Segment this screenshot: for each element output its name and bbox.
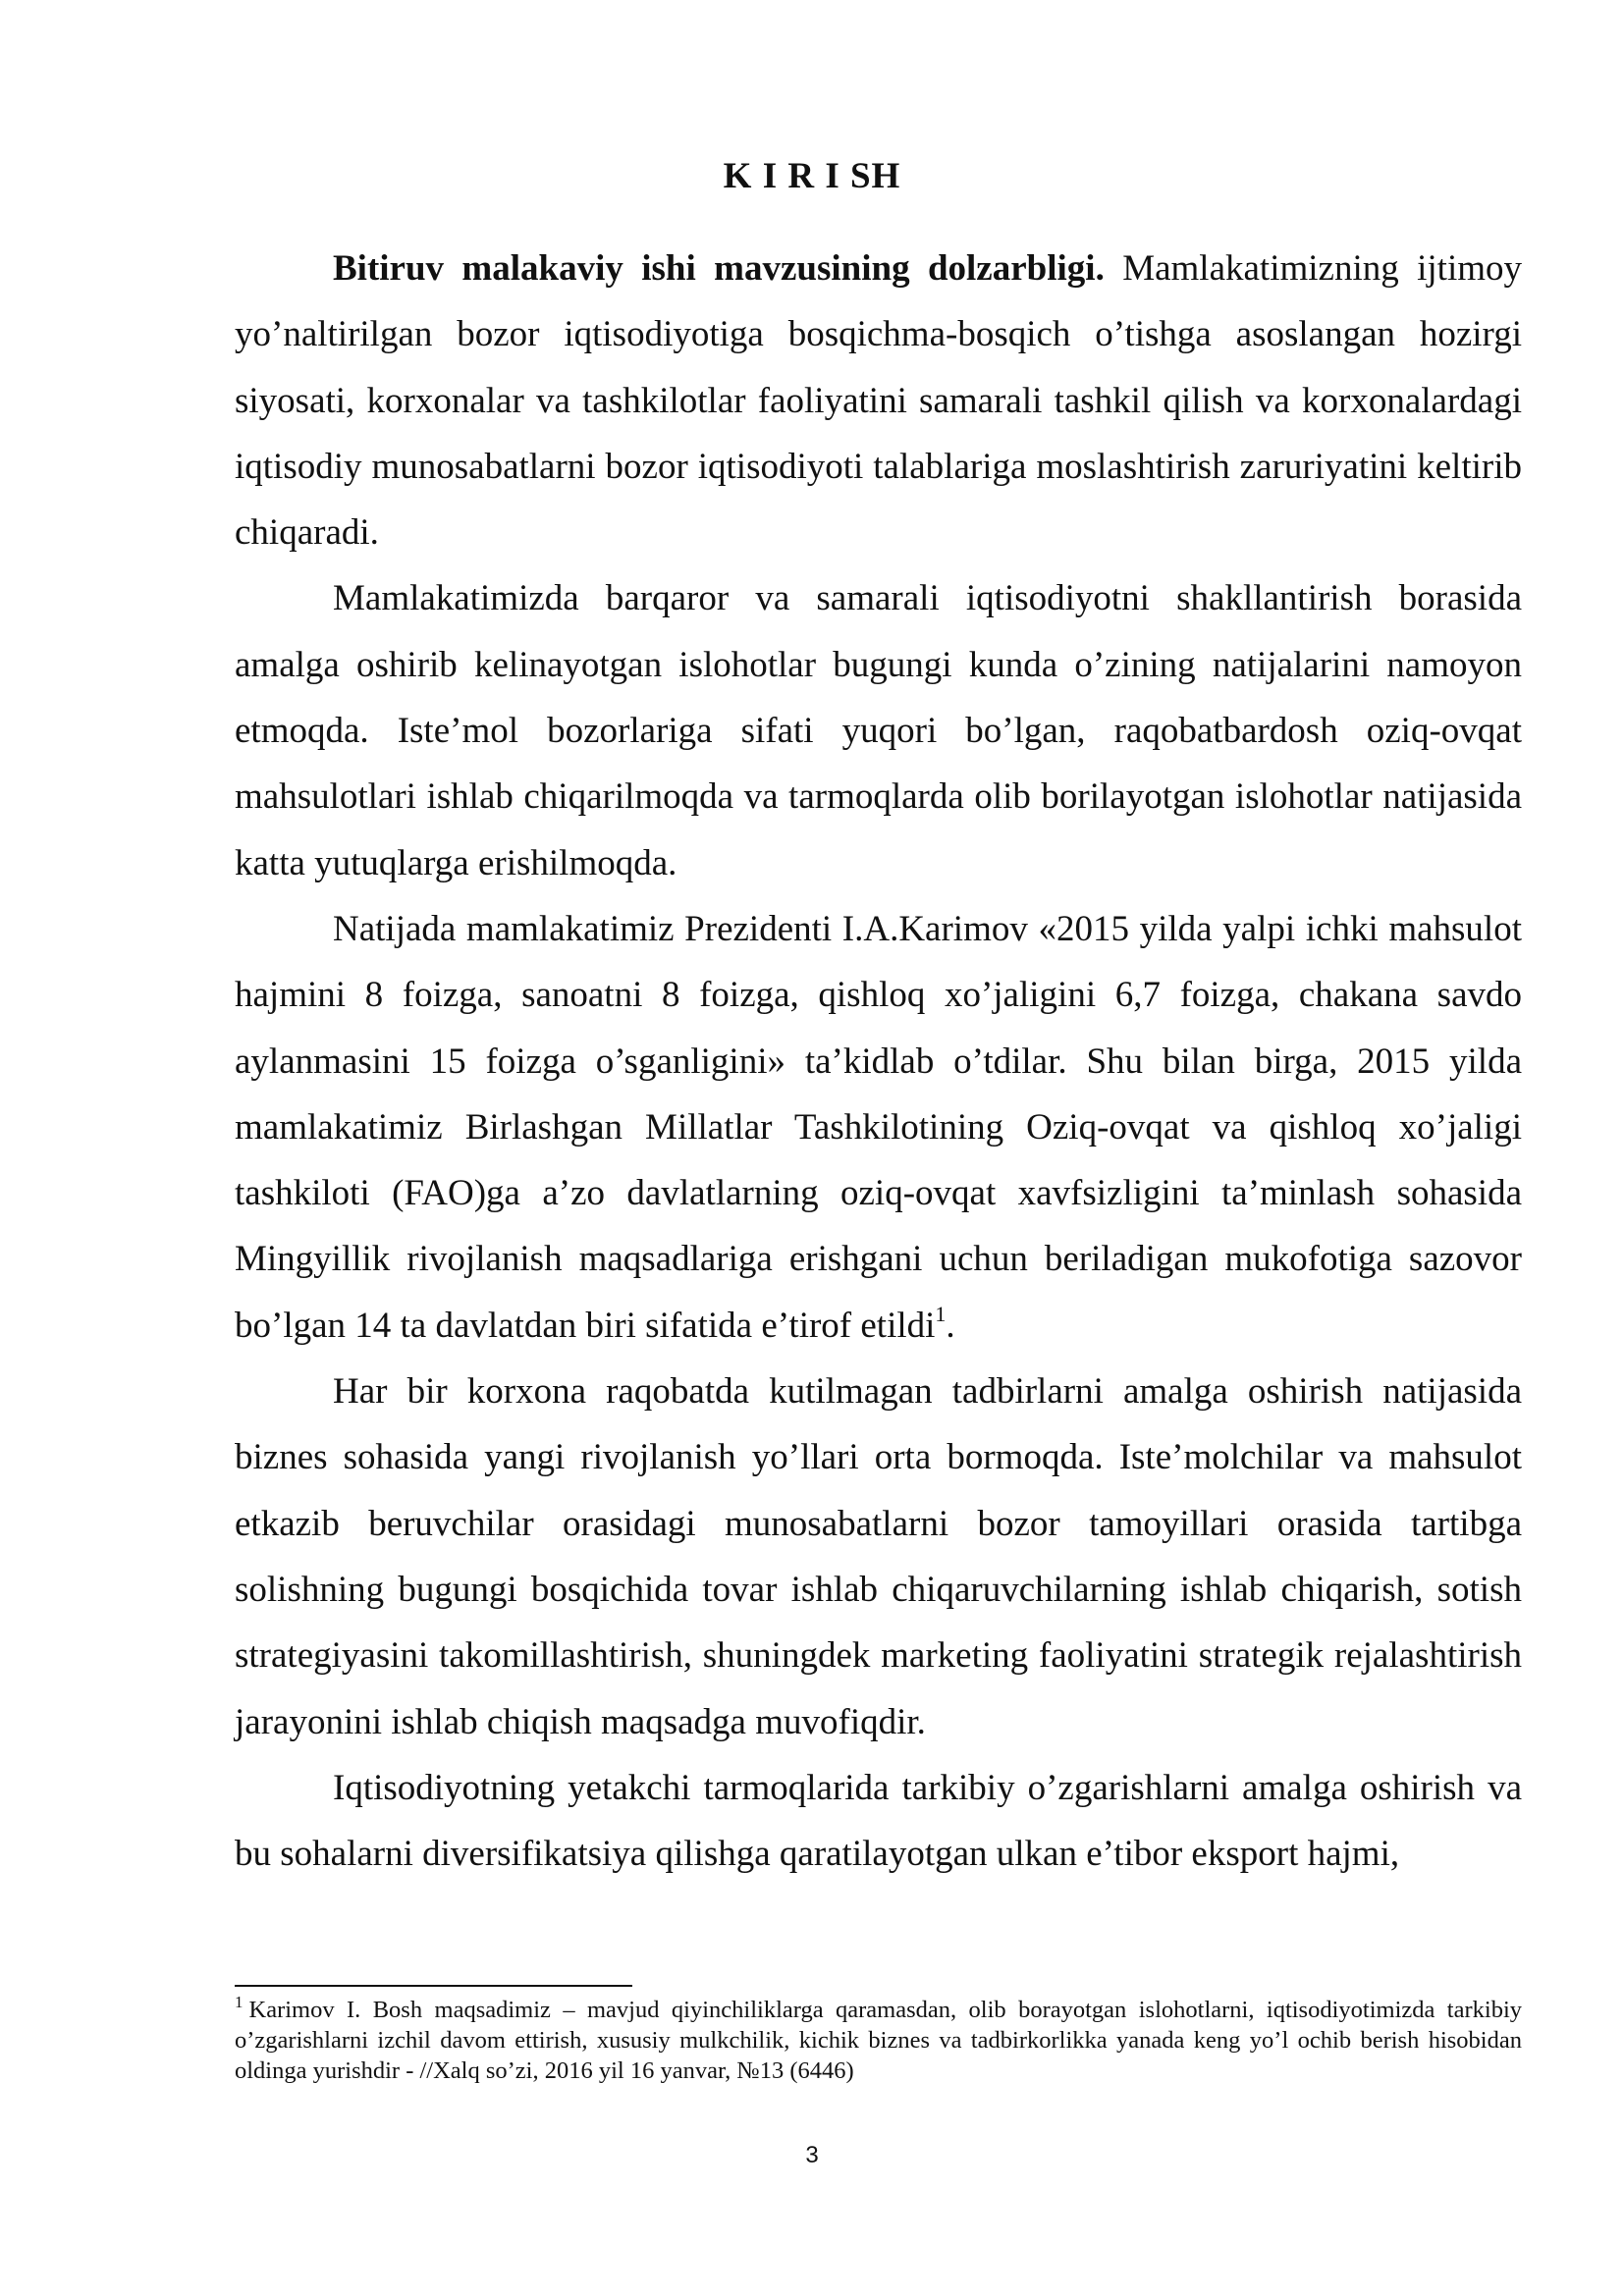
paragraph-results: [235, 896, 1522, 1359]
paragraph-economy: Iqtisodiyotning yetakchi tarmoqlarida tarkibiy o’zgarishlarni amalga oshirish va bu sohalarni diversifikatsiya qilishga qaratilayotgan ulkan e’tibor eksport hajmi,: [235, 1767, 1522, 1875]
body-text: [235, 236, 1522, 1887]
paragraph-reforms: Mamlakatimizda barqaror va samarali iqtisodiyotni shakllantirish borasida amalga oshirib kelinayotgan islohotlar bugungi kunda o’zining natijalarini namoyon etmoqda. Iste’mol bozorlariga sifati yuqori bo’lgan, raqobatbardosh oziq-ovqat mahsulotlari ishlab chiqarilmoqda va tarmoqlarda olib borilayotgan islohotlar natijasida katta yutuqlarga erishilmoqda.: [235, 578, 1522, 883]
paragraph-tail: .: [946, 1305, 955, 1346]
footnote-marker: 1: [235, 1993, 244, 2011]
footnote: [235, 1995, 1522, 2086]
paragraph-competition: Har bir korxona raqobatda kutilmagan tadbirlarni amalga oshirish natijasida biznes sohasida yangi rivojlanish yo’llari orta bormoqda. Iste’molchilar va mahsulot etkazib beruvchilar orasidagi munosabatlarni bozor tamoyillari orasida tartibga solishning bugungi bosqichida tovar ishlab chiqaruvchilarning ishlab chiqarish, sotish strategiyasini takomillashtirish, shuningdek marketing faoliyatini strategik rejalashtirish jarayonini ishlab chiqish maqsadga muvofiqdir.: [235, 1371, 1522, 1742]
footnote-text: Karimov I. Bosh maqsadimiz – mavjud qiyinchiliklarga qaramasdan, olib borayotgan islohotlarni, iqtisodiyotimizda tarkibiy o’zgarishlarni izchil davom ettirish, xususiy mulkchilik, kichik biznes va tadbirkorlikka yanada keng yo’l ochib berish hisobidan oldinga yurishdir - //Xalq so’zi, 2016 yil 16 yanvar, №13 (6446): [235, 1997, 1522, 2084]
section-heading: K I R I SH: [723, 156, 901, 196]
footnote-separator: [235, 1985, 632, 1987]
paragraph-text: Mamlakatimizning ijtimoy yo’naltirilgan bozor iqtisodiyotiga bosqichma-bosqich o’tishga asoslangan hozirgi siyosati, korxonalar va tashkilotlar faoliyatini samarali tashkil qilish va korxonalardagi iqtisodiy munosabatlarni bozor iqtisodiyoti talablariga moslashtirish zaruriyatini keltirib chiqaradi.: [235, 248, 1523, 554]
footnote-reference: 1: [935, 1301, 947, 1326]
paragraph-lead: Bitiruv malakaviy ishi mavzusining dolzarbligi.: [333, 248, 1105, 289]
paragraph-text: Natijada mamlakatimiz Prezidenti I.A.Karimov «2015 yilda yalpi ichki mahsulot hajmini 8 foizga, sanoatni 8 foizga, qishloq xo’jaligini 6,7 foizga, chakana savdo aylanmasini 15 foizga o’sganligini» ta’kidlab o’tdilar. Shu bilan birga, 2015 yilda mamlakatimiz Birlashgan Millatlar Tashkilotining Oziq-ovqat va qishloq xo’jaligi tashkiloti (FAO)ga a’zo davlatlarning oziq-ovqat xavfsizligini ta’minlash sohasida Mingyillik rivojlanish maqsadlariga erishgani uchun beriladigan mukofotiga sazovor bo’lgan 14 ta davlatdan biri sifatida e’tirof etildi: [235, 908, 1522, 1346]
paragraph-relevance: [235, 236, 1522, 565]
page-number: 3: [805, 2142, 819, 2168]
